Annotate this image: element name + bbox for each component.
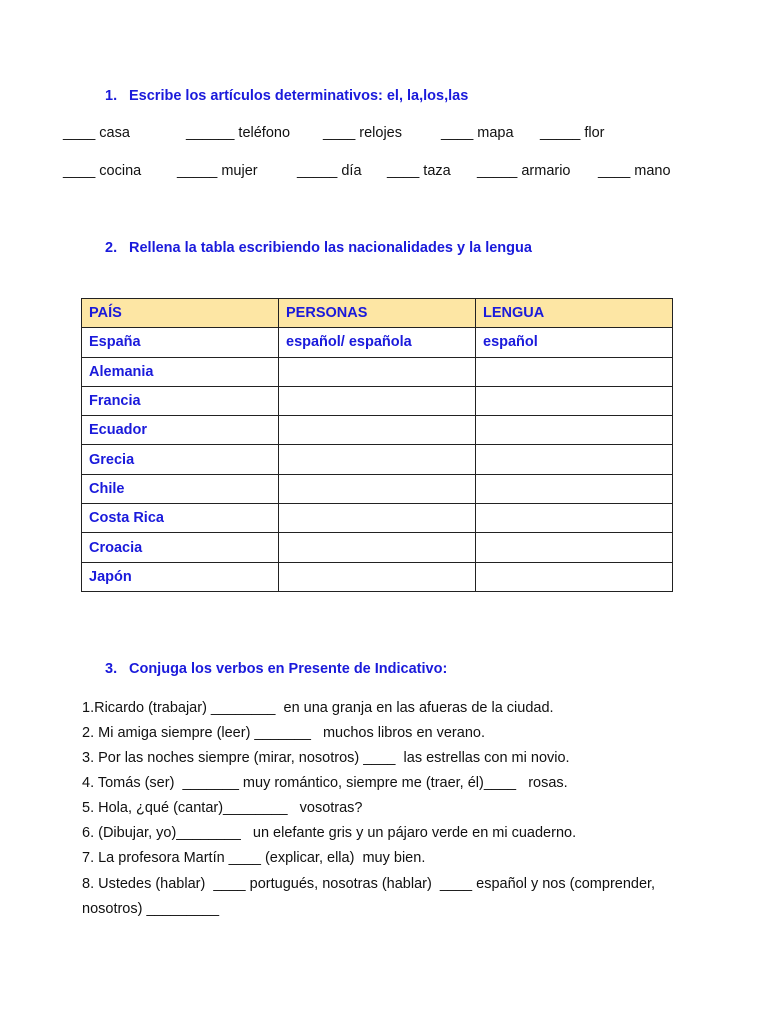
cell-country: Chile [82, 474, 279, 503]
table-row [82, 562, 673, 591]
section-2-number: 2. [105, 240, 118, 256]
table-row [82, 445, 673, 474]
header-personas: PERSONAS [279, 299, 476, 328]
cell-country: Croacia [82, 533, 279, 562]
cell-language[interactable] [476, 504, 673, 533]
article-item: ____ mapa [441, 125, 514, 141]
cell-language[interactable]: español [476, 328, 673, 357]
cell-country: España [82, 328, 279, 357]
article-item: ____ casa [63, 125, 130, 141]
article-item: ____ relojes [323, 125, 402, 141]
cell-people[interactable] [279, 562, 476, 591]
article-item: ____ taza [387, 163, 451, 179]
section-3-heading [105, 661, 447, 677]
cell-people[interactable] [279, 533, 476, 562]
cell-people[interactable] [279, 445, 476, 474]
section-2-title: Rellena la tabla escribiendo las nacionalidades y la lengua [129, 240, 532, 256]
section-3-number: 3. [105, 661, 118, 677]
exercise-line: 5. Hola, ¿qué (cantar)________ vosotras? [82, 800, 363, 816]
cell-language[interactable] [476, 562, 673, 591]
cell-language[interactable] [476, 533, 673, 562]
table-row [82, 474, 673, 503]
cell-people[interactable] [279, 504, 476, 533]
table-row [82, 504, 673, 533]
cell-language[interactable] [476, 357, 673, 386]
cell-language[interactable] [476, 386, 673, 415]
table-row [82, 386, 673, 415]
article-item: ____ cocina [63, 163, 142, 179]
cell-country: Francia [82, 386, 279, 415]
cell-people[interactable] [279, 386, 476, 415]
header-pais: PAÍS [82, 299, 279, 328]
exercise-line: 7. La profesora Martín ____ (explicar, ella) muy bien. [82, 850, 426, 866]
table-row [82, 416, 673, 445]
cell-country: Grecia [82, 445, 279, 474]
cell-language[interactable] [476, 474, 673, 503]
cell-country: Alemania [82, 357, 279, 386]
section-1-heading [105, 88, 468, 104]
section-3-title: Conjuga los verbos en Presente de Indicativo: [129, 661, 448, 677]
exercise-line: 1.Ricardo (trabajar) ________ en una granja en las afueras de la ciudad. [82, 700, 554, 716]
exercise-line: 6. (Dibujar, yo)________ un elefante gris y un pájaro verde en mi cuaderno. [82, 825, 577, 841]
table-row [82, 357, 673, 386]
cell-language[interactable] [476, 445, 673, 474]
cell-people[interactable] [279, 416, 476, 445]
exercise-line: 4. Tomás (ser) _______ muy romántico, siempre me (traer, él)____ rosas. [82, 775, 568, 791]
table-row [82, 328, 673, 357]
section-1-title: Escribe los artículos determinativos: el, la,los,las [129, 88, 469, 104]
exercise-line: 8. Ustedes (hablar) ____ portugués, nosotras (hablar) ____ español y nos (comprender, [82, 876, 656, 892]
exercise-line: nosotros) _________ [82, 901, 220, 917]
article-item: _____ día [297, 163, 362, 179]
section-2-heading [105, 240, 532, 256]
article-item: _____ mujer [177, 163, 258, 179]
article-item: ______ teléfono [186, 125, 291, 141]
article-item: _____ flor [540, 125, 605, 141]
header-lengua: LENGUA [476, 299, 673, 328]
cell-country: Ecuador [82, 416, 279, 445]
cell-people[interactable] [279, 474, 476, 503]
section-1-number: 1. [105, 88, 118, 104]
cell-country: Japón [82, 562, 279, 591]
nationalities-table [81, 298, 673, 592]
article-item: _____ armario [477, 163, 571, 179]
cell-people[interactable]: español/ española [279, 328, 476, 357]
table-row [82, 533, 673, 562]
table-header-row [82, 299, 673, 328]
cell-country: Costa Rica [82, 504, 279, 533]
cell-language[interactable] [476, 416, 673, 445]
article-item: ____ mano [598, 163, 671, 179]
exercise-line: 2. Mi amiga siempre (leer) _______ muchos libros en verano. [82, 725, 485, 741]
exercise-line: 3. Por las noches siempre (mirar, nosotros) ____ las estrellas con mi novio. [82, 750, 570, 766]
cell-people[interactable] [279, 357, 476, 386]
